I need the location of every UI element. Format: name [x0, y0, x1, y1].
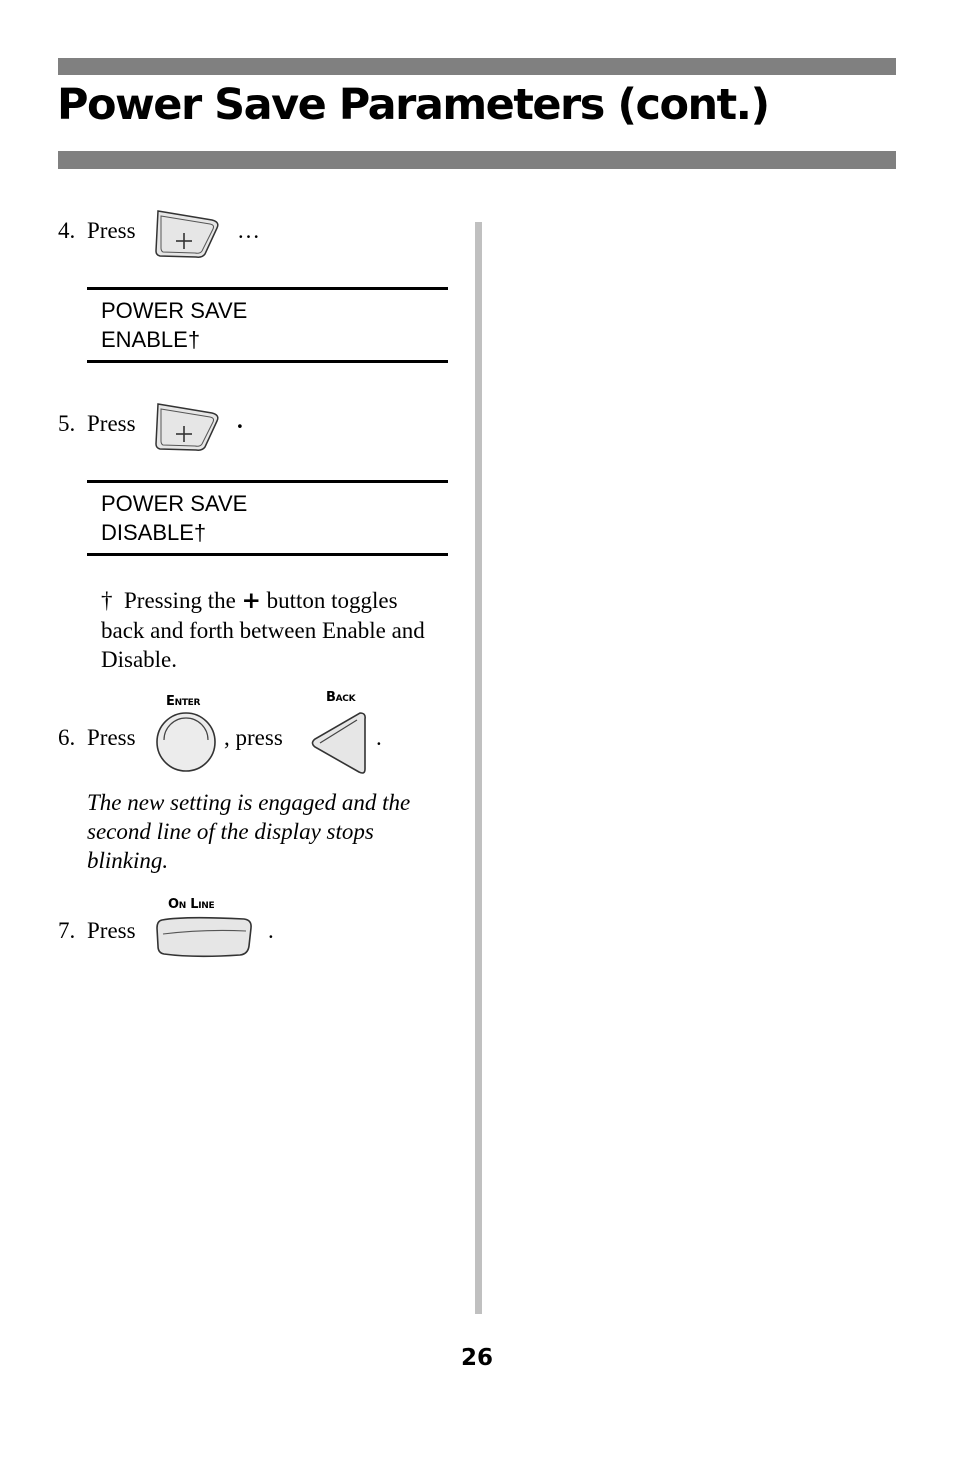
back-button-label: Back: [326, 690, 356, 705]
step-number: 6.: [58, 725, 76, 750]
display-line-1: POWER SAVE: [101, 491, 248, 516]
period: .: [376, 725, 382, 750]
on-line-button[interactable]: [154, 914, 256, 960]
footnote-text-before: Pressing the: [124, 588, 236, 613]
footnote: [101, 586, 446, 674]
comma-press-label: , press: [224, 725, 283, 750]
back-button[interactable]: [308, 710, 370, 776]
display-panel-enable: [87, 287, 448, 363]
press-label: Press: [87, 918, 136, 943]
step-number: 5.: [58, 411, 76, 436]
header-bottom-rule: [58, 151, 896, 169]
press-label: Press: [87, 725, 136, 750]
dagger-mark: †: [101, 588, 113, 613]
plus-button[interactable]: [154, 401, 222, 453]
step-number: 4.: [58, 218, 76, 243]
press-label: Press: [87, 411, 136, 436]
period: .: [268, 918, 274, 943]
step-number: 7.: [58, 918, 76, 943]
display-line-2: ENABLE†: [101, 327, 201, 352]
period: .: [237, 408, 243, 433]
display-line-2: DISABLE†: [101, 520, 207, 545]
plus-button[interactable]: [154, 208, 222, 260]
ellipsis: …: [237, 218, 260, 243]
page-title: Power Save Parameters (cont.): [57, 80, 769, 130]
press-label: Press: [87, 218, 136, 243]
on-line-button-label: On Line: [168, 897, 215, 912]
result-note: The new setting is engaged and the second line of the display stops blinking.: [87, 790, 411, 873]
enter-button-label: Enter: [166, 694, 201, 709]
column-divider: [475, 222, 482, 1314]
display-panel-disable: [87, 480, 448, 556]
header-top-rule: [58, 58, 896, 75]
page-number: 26: [460, 1345, 493, 1371]
footnote-text-after: button toggles back and forth between Enable and Disable.: [101, 588, 425, 672]
display-line-1: POWER SAVE: [101, 298, 248, 323]
plus-symbol: +: [241, 588, 261, 614]
enter-button[interactable]: [154, 710, 218, 774]
